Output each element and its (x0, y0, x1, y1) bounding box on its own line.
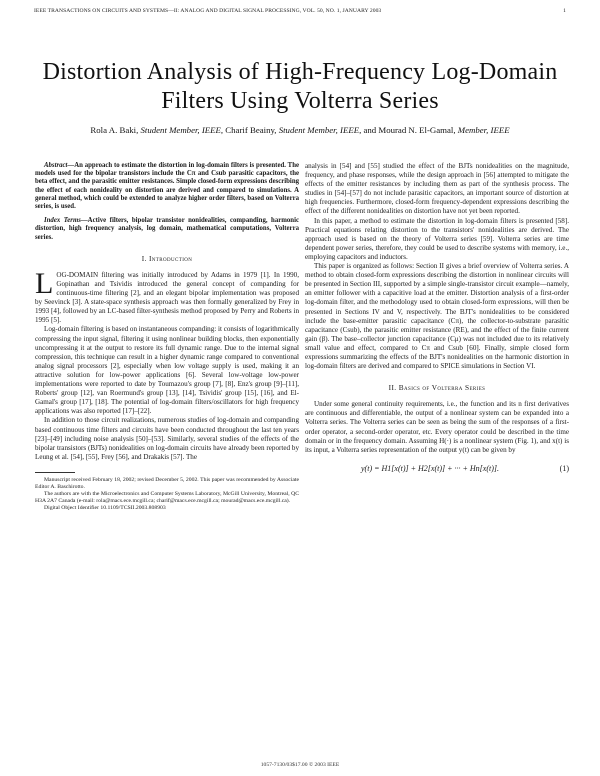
index-terms-label: Index Terms (44, 217, 81, 225)
intro-paragraph-2: Log-domain filtering is based on instantaneous companding: it consists of logarithmically compressing the input signal, filtering it using nonlinear building blocks, then exponentially uncompressing it at the output to restore its full dynamic range. Due to the internal signal compression, this technique can result in a higher dynamic range compared to conventional analog signal processors [2], especially when low voltage supply is used, making it an attractive solution for low-power applications [6]. Several low-voltage low-power implementations were reported to date by Toumazou's group [7], [8], Enz's group [9]–[11], Roberts' group [12], van Roermund's group [13], [14], Tsividis' group [15], [16], and El-Gamal's group [17], [18]. The potential of log-domain filters/oscillators for high frequency applications was also reported [17]–[22]. (35, 325, 299, 416)
index-terms-text: —Active filters, bipolar transistor nonidealities, companding, harmonic distortion, high frequency analysis, log domain, mathematical computations, Volterra series. (35, 217, 299, 241)
intro-paragraph-3: In addition to those circuit realizations, numerous studies of log-domain and companding based continuous time filters and circuits have been conducted throughout the last ten years [23]–[49] including noise analysis [50]–[53]. Similarly, several studies of the effects of the bipolar transistors (BJTs) nonidealities on log-domain circuits have already been reported by Leung et al. [54], [55], Frey [56], and Drakakis [57]. The (35, 416, 299, 461)
abstract (35, 162, 299, 211)
abstract-label: Abstract (44, 162, 68, 169)
intro-paragraph-1 (35, 266, 299, 326)
section-heading-introduction: I. Introduction (141, 253, 193, 263)
drop-cap: L (35, 266, 54, 300)
author-2-role: Student Member, IEEE (278, 125, 360, 135)
author-2-name: , Charif Beainy, (220, 125, 279, 135)
footnote-divider (35, 472, 75, 473)
intro-paragraph-1-text: OG-DOMAIN filtering was initially introduced by Adams in 1979 [1]. In 1990, Gopinathan and Tsividis introduced the general concept of companding for continuous-time filtering [2], and an elegant bipolar implementation was proposed by Seevinck [3]. A state-space synthesis approach was then formally generalized by Frey in 1993 [4], followed by an LC-based filter-synthesis method proposed by Perry and Roberts in 1995 [5]. (35, 270, 299, 325)
page-number: 1 (563, 8, 566, 14)
running-head (34, 8, 566, 20)
equation-number: (1) (559, 463, 569, 473)
section-heading-volterra: II. Basics of Volterra Series (388, 383, 486, 393)
right-column (305, 162, 569, 477)
paper-title (20, 58, 580, 116)
body-paragraph-1: analysis in [54] and [55] studied the effect of the BJTs nonidealities on the magnitude, frequency, and phase responses, while the design approach in [56] attempted to mitigate the effects of the emitter resistances by including them as part of the synthesis process. The studies in [54]–[57] do not include parasitic capacitors, an important source of distortion at high frequencies. Furthermore, closed-form frequency-dependent expressions describing the effect of the different nonidealities on distortion have not yet been reported. (305, 162, 569, 216)
equation-1 (305, 461, 569, 477)
body-paragraph-4: Under some general continuity requirements, i.e., the function and its n first derivatives are continuous and differentiable, the output of a nonlinear system can be expanded into a Volterra series. The Volterra series can be seen as being the sum of the responses of a first-order operator, a second-order operator, etc. Every operator could be described in the time domain or in the frequency domain. Assuming H(·) is a nonlinear system (Fig. 1), and x(t) is its input, a Volterra series representation of the output y(t) can be given by (305, 400, 569, 454)
author-3-role: Member, IEEE (457, 125, 510, 135)
copyright-footer: 1057-7130/03$17.00 © 2003 IEEE (260, 762, 340, 768)
author-3-name: , and Mourad N. El-Gamal, (359, 125, 458, 135)
body-paragraph-2: In this paper, a method to estimate the distortion in log-domain filters is presented [58]. Practical equations relating distortion to the transistors' nonidealities are derived. The approach used is based on the theory of Volterra series [59]. Volterra series are time dependent power series, therefore, they could be used to describe systems with memory, i.e., employing capacitors and inductors. (305, 216, 569, 261)
title-line-1: Distortion Analysis of High-Frequency Log-Domain (42, 59, 558, 85)
index-terms (35, 217, 299, 242)
footnote-affiliation: The authors are with the Microelectronics and Computer Systems Laboratory, McGill University, Montreal, QC H3A 2A7 Canada (e-mail: rola@macs.ece.mcgill.ca; charif@macs.ece.mcgill.ca; mourad@macs.ece.mcgill.ca). (35, 490, 299, 504)
author-1-role: Student Member, IEEE (140, 125, 221, 135)
author-1-name: Rola A. Baki, (90, 125, 141, 135)
equation-body: y(t) = H1[x(t)] + H2[x(t)] + ··· + Hn[x(t)]. (361, 463, 500, 473)
author-list (20, 125, 580, 135)
footnote-manuscript: Manuscript received February 18, 2002; revised December 5, 2002. This paper was recommended by Associate Editor A. Baschirotto. (35, 476, 299, 490)
abstract-text: —An approach to estimate the distortion in log-domain filters is presented. The models used for the bipolar transistors include the Cπ and Csub parasitic capacitors, the beta effect, and the parasitic emitter resistances. Simple closed-form expressions describing the effect of each nonideality on distortion are derived and compared to simulations. A general method, which could be extended to analyze higher order filters, based on Volterra series, is used. (35, 162, 299, 211)
left-column (35, 162, 299, 512)
journal-header: IEEE TRANSACTIONS ON CIRCUITS AND SYSTEMS—II: ANALOG AND DIGITAL SIGNAL PROCESSING, VOL. 50, NO. 1, JANUARY 2003 (34, 8, 382, 14)
title-line-2: Filters Using Volterra Series (161, 88, 439, 114)
footnote-doi: Digital Object Identifier 10.1109/TCSII.2003.808903 (44, 504, 166, 511)
body-paragraph-3: This paper is organized as follows: Section II gives a brief overview of Volterra series. A method to obtain closed-form expressions describing the distortion in nonlinear circuits will be presented in Section III, supported by a simple single-transistor circuit example—namely, an emitter follower with a capacitive load at the emitter. Distortion analysis of a first-order log-domain filter, and the methodology used to obtain closed-form expressions, will then be presented in Sections IV and V, respectively. The BJT's nonidealities to be considered include the base-emitter parasitic capacitance (Cπ), the collector-to-substrate parasitic capacitance (Csub), the parasitic emitter resistance (RE), and the effect of the finite current gain (β). The base–collector junction capacitance (Cμ) was not included due to its relatively small value and effect, compared to Cπ and Csub [60]. Finally, simple closed form expressions summarizing the effects of the BJT's nonidealities on the harmonic distortion in log-domain filters are derived and compared to SPICE simulations in Section VI. (305, 262, 569, 371)
